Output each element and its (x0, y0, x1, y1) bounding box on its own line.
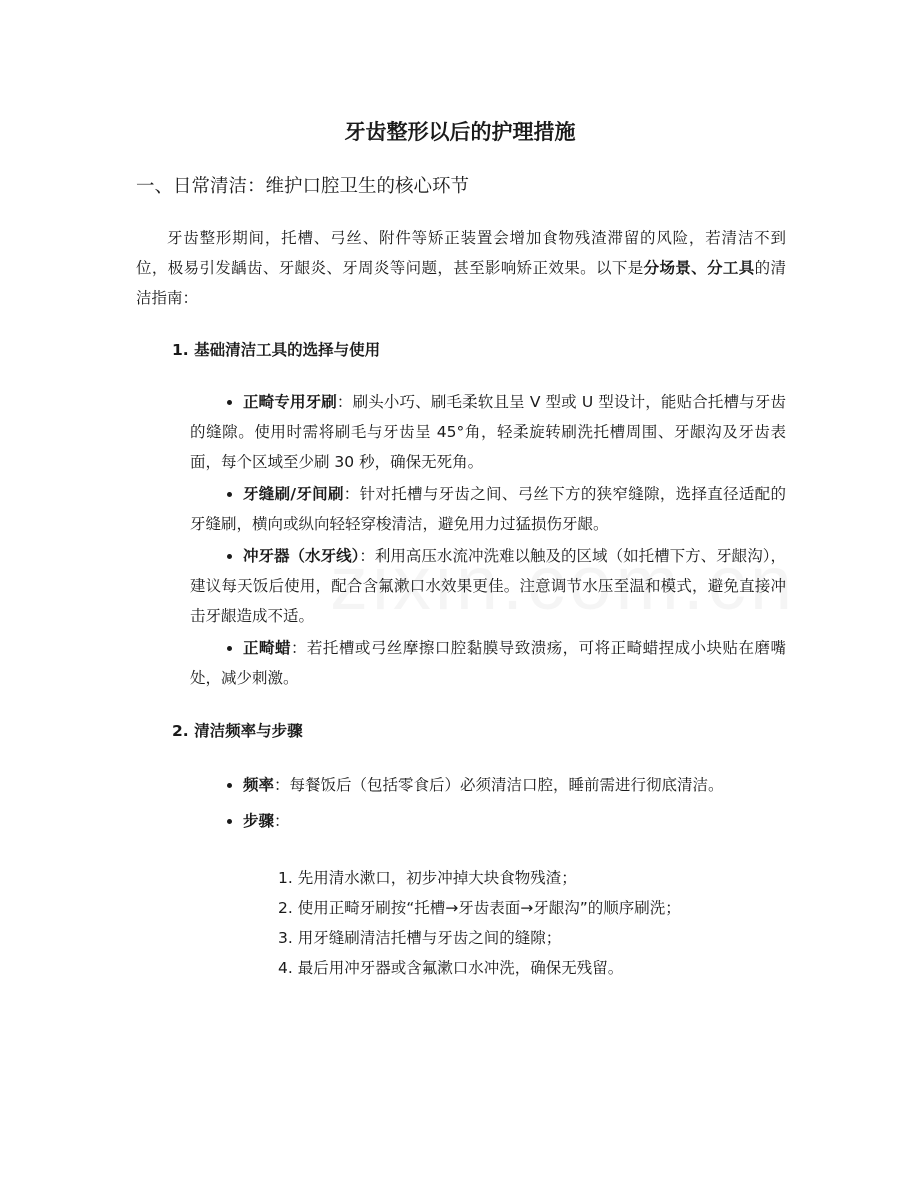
frequency-steps-list (190, 770, 786, 842)
list-item (190, 541, 786, 631)
item-term: 牙缝刷/牙间刷 (243, 485, 344, 503)
item-term: 正畸专用牙刷 (243, 393, 337, 411)
item-term: 步骤 (243, 812, 275, 830)
steps-list (278, 863, 681, 983)
step-item: 2. 使用正畸牙刷按“托槽→牙齿表面→牙龈沟”的顺序刷洗； (278, 899, 681, 917)
bullet-dot-icon (227, 400, 232, 405)
intro-bold-text: 分场景、分工具 (643, 259, 755, 277)
item-term: 频率 (243, 776, 275, 794)
bullet-dot-icon (227, 554, 232, 559)
document-title: 牙齿整形以后的护理措施 (344, 120, 576, 144)
list-item-frequency (190, 770, 786, 800)
cleaning-tools-list (190, 387, 786, 695)
item-term: 冲牙器（水牙线） (243, 547, 360, 565)
bullet-dot-icon (227, 783, 232, 788)
item-text: ： (274, 812, 290, 830)
step-item: 3. 用牙缝刷清洁托槽与牙齿之间的缝隙； (278, 929, 562, 947)
bullet-dot-icon (227, 646, 232, 651)
intro-paragraph (136, 223, 786, 313)
bullet-dot-icon (227, 819, 232, 824)
item-text: ：针对托槽与牙齿之间、弓丝下方的狭窄缝隙，选择直径适配的牙缝刷，横向或纵向轻轻穿梭清洁，避免用力过猛损伤牙龈。 (190, 485, 786, 533)
item-term: 正畸蜡 (243, 639, 291, 657)
item-text: ：每餐饭后（包括零食后）必须清洁口腔，睡前需进行彻底清洁。 (274, 776, 724, 794)
item-text: ：若托槽或弓丝摩擦口腔黏膜导致溃疡，可将正畸蜡捏成小块贴在磨嘴处，减少刺激。 (190, 639, 786, 687)
intro-text-before: 牙齿整形期间，托槽、弓丝、附件等矫正装置会增加食物残渣滞留的风险，若清洁不到位，极易引发龋齿、牙龈炎、牙周炎等问题，甚至影响矫正效果。以下是 (136, 229, 786, 277)
subsection-2-heading: 2. 清洁频率与步骤 (172, 722, 303, 740)
list-item (190, 479, 786, 539)
section-heading: 一、日常清洁：维护口腔卫生的核心环节 (136, 176, 470, 197)
list-item-steps (190, 806, 786, 836)
subsection-1-heading: 1. 基础清洁工具的选择与使用 (172, 341, 381, 359)
intro-text-after: 的清洁指南： (136, 259, 786, 307)
bullet-dot-icon (227, 492, 232, 497)
item-text: ：刷头小巧、刷毛柔软且呈 V 型或 U 型设计，能贴合托槽与牙齿的缝隙。使用时需将刷毛与牙齿呈 45°角，轻柔旋转刷洗托槽周围、牙龈沟及牙齿表面，每个区域至少刷 30 秒，确保无死角。 (190, 393, 786, 471)
step-item: 1. 先用清水漱口，初步冲掉大块食物残渣； (278, 869, 577, 887)
step-item: 4. 最后用冲牙器或含氟漱口水冲洗，确保无残留。 (278, 959, 624, 977)
item-text: ：利用高压水流冲洗难以触及的区域（如托槽下方、牙龈沟），建议每天饭后使用，配合含氟漱口水效果更佳。注意调节水压至温和模式，避免直接冲击牙龈造成不适。 (190, 547, 786, 625)
list-item (190, 387, 786, 477)
list-item (190, 633, 786, 693)
